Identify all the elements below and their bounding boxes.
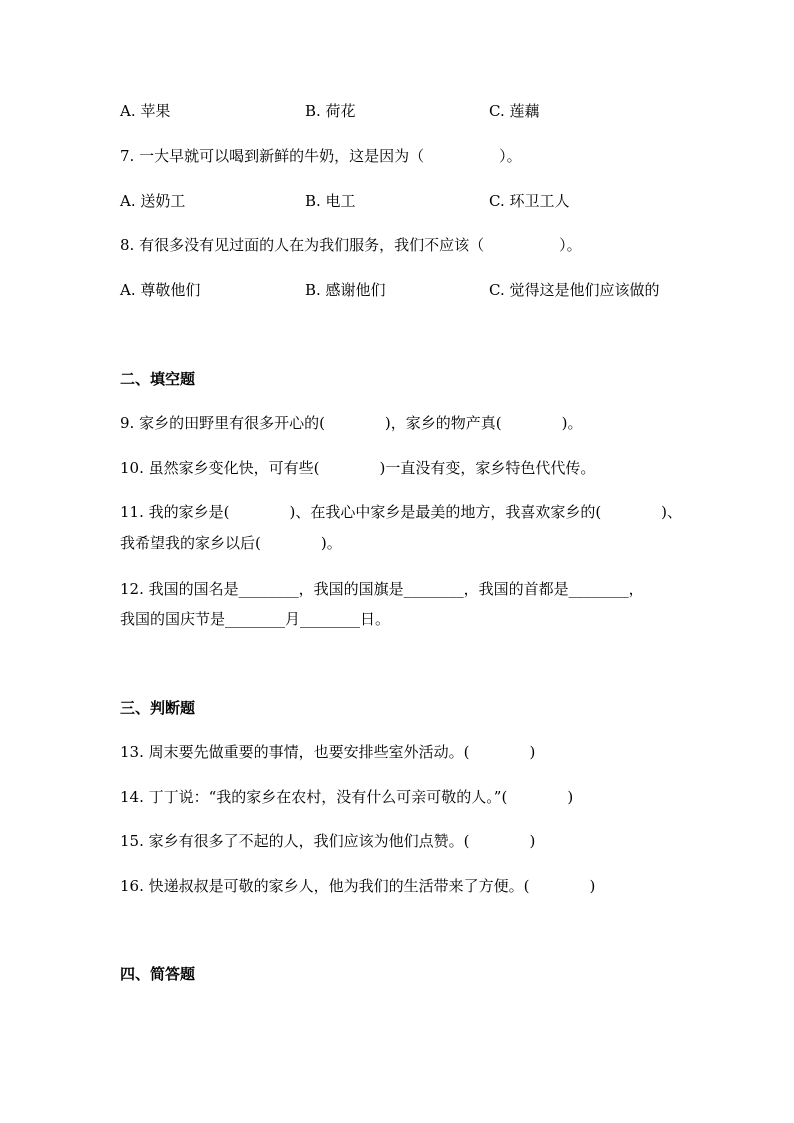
- q7-option-a: A. 送奶工: [120, 192, 186, 210]
- q8-option-c: C. 觉得这是他们应该做的: [489, 281, 660, 299]
- q7-option-b: B. 电工: [305, 192, 356, 210]
- section-2-title: 二、填空题: [120, 370, 196, 388]
- question-11-line-2: 我希望我的家乡以后( )。: [120, 534, 342, 552]
- q8-option-b: B. 感谢他们: [305, 281, 386, 299]
- question-14: 14. 丁丁说：“我的家乡在农村，没有什么可亲可敬的人。”( ): [120, 788, 574, 806]
- q6-option-b: B. 荷花: [305, 102, 356, 120]
- question-16: 16. 快递叔叔是可敬的家乡人，他为我们的生活带来了方便。( ): [120, 877, 596, 895]
- question-11-line-1: 11. 我的家乡是( )、在我心中家乡是最美的地方，我喜欢家乡的( )、: [120, 503, 683, 521]
- question-15: 15. 家乡有很多了不起的人，我们应该为他们点赞。( ): [120, 832, 536, 850]
- section-4-title: 四、简答题: [120, 965, 196, 983]
- question-12-line-1: 12. 我国的国名是________，我国的国旗是________，我国的首都是________，: [120, 580, 644, 598]
- question-7: 7. 一大早就可以喝到新鲜的牛奶，这是因为（ ）。: [120, 147, 522, 165]
- question-9: 9. 家乡的田野里有很多开心的( )，家乡的物产真( )。: [120, 414, 583, 432]
- section-3-title: 三、判断题: [120, 699, 196, 717]
- question-10: 10. 虽然家乡变化快，可有些( )一直没有变，家乡特色代代传。: [120, 459, 596, 477]
- question-8: 8. 有很多没有见过面的人在为我们服务，我们不应该（ ）。: [120, 236, 582, 254]
- q6-option-c: C. 莲藕: [489, 102, 540, 120]
- q7-option-c: C. 环卫工人: [489, 192, 570, 210]
- q8-option-a: A. 尊敬他们: [120, 281, 201, 299]
- question-12-line-2: 我国的国庆节是________月________日。: [120, 610, 391, 628]
- q6-option-a: A. 苹果: [120, 102, 171, 120]
- question-13: 13. 周末要先做重要的事情，也要安排些室外活动。( ): [120, 743, 536, 761]
